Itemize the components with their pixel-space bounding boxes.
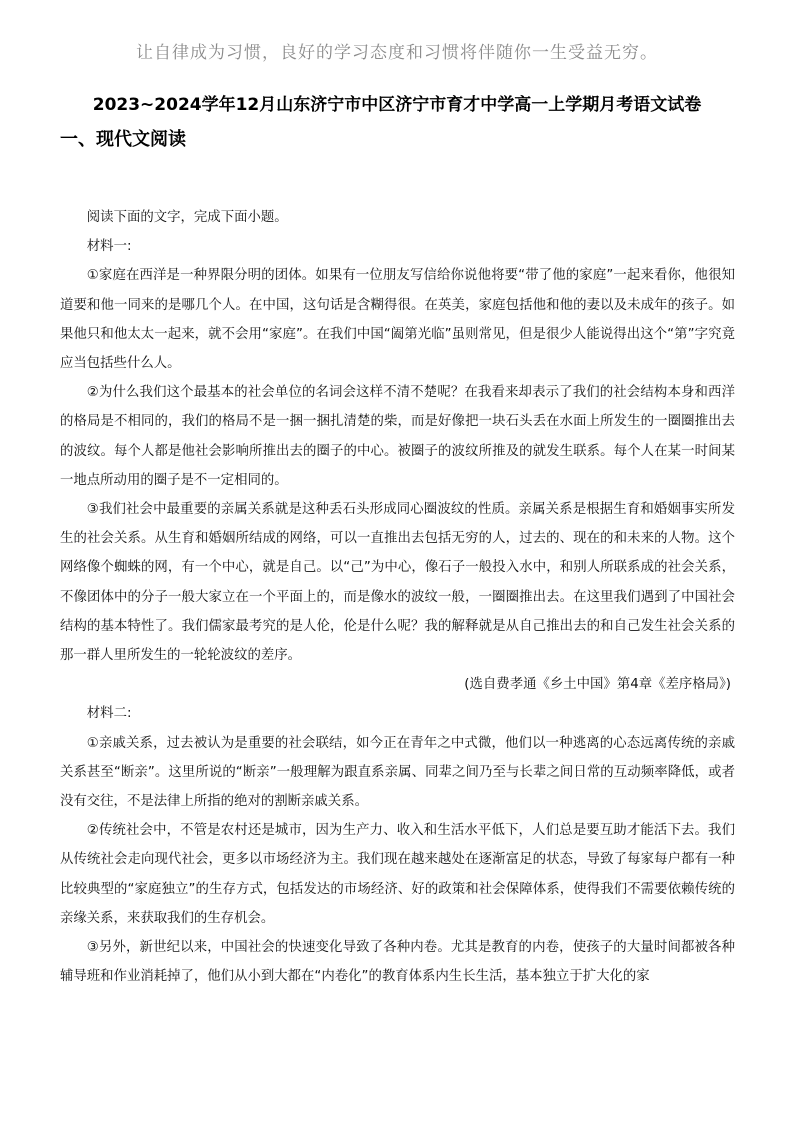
material-2-paragraph-1: ①亲戚关系，过去被认为是重要的社会联结，如今正在青年之中式微，他们以一种逃离的心态远离传统的亲戚关系甚至“断亲”。这里所说的“断亲”一般理解为跟直系亲属、同辈之间乃至与长辈之间日常的互动频率降低，或者没有交往，不是法律上所指的绝对的割断亲戚关系。 (60, 735, 735, 810)
material-1-source: (选自费孝通《乡土中国》第4章《差序格局》) (464, 677, 731, 693)
page-header-motto: 让自律成为习惯，良好的学习态度和习惯将伴随你一生受益无穷。 (136, 43, 658, 63)
document-title: 2023~2024学年12月山东济宁市中区济宁市育才中学高一上学期月考语文试卷 (92, 95, 702, 115)
material-1-paragraph-3: ③我们社会中最重要的亲属关系就是这种丢石头形成同心圈波纹的性质。亲属关系是根据生育和婚姻事实所发生的社会关系。从生育和婚姻所结成的网络，可以一直推出去包括无穷的人，过去的、现在的和未来的人物。这个网络像个蜘蛛的网，有一个中心，就是自己。以“己”为中心，像石子一般投入水中，和别人所联系成的社会关系，不像团体中的分子一般大家立在一个平面上的，而是像水的波纹一般，一圈圈推出去。在这里我们遇到了中国社会结构的基本特性了。我们儒家最考究的是人伦，伦是什么呢？我的解释就是从自己推出去的和自己发生社会关系的那一群人里所发生的一轮轮波纹的差序。 (60, 502, 735, 664)
material-2-paragraph-3: ③另外，新世纪以来，中国社会的快速变化导致了各种内卷。尤其是教育的内卷，使孩子的大量时间都被各种辅导班和作业消耗掉了，他们从小到大都在“内卷化”的教育体系内生长生活，基本独立于扩大化的家 (60, 940, 735, 985)
material-1-paragraph-1: ①家庭在西洋是一种界限分明的团体。如果有一位朋友写信给你说他将要“带了他的家庭”一起来看你，他很知道要和他一同来的是哪几个人。在中国，这句话是含糊得很。在英美，家庭包括他和他的妻以及未成年的孩子。如果他只和他太太一起来，就不会用“家庭”。在我们中国“阖第光临”虽则常见，但是很少人能说得出这个“第”字究竟应当包括些什么人。 (60, 268, 735, 372)
section-heading: 一、现代文阅读 (60, 129, 186, 150)
material-2-paragraph-2: ②传统社会中，不管是农村还是城市，因为生产力、收入和生活水平低下，人们总是要互助才能活下去。我们从传统社会走向现代社会，更多以市场经济为主。我们现在越来越处在逐渐富足的状态，导致了每家每户都有一种比较典型的“家庭独立”的生存方式，包括发达的市场经济、好的政策和社会保障体系，使得我们不需要依赖传统的亲缘关系，来获取我们的生存机会。 (60, 823, 735, 926)
material-1-paragraph-2: ②为什么我们这个最基本的社会单位的名词会这样不清不楚呢？在我看来却表示了我们的社会结构本身和西洋的格局是不相同的，我们的格局不是一捆一捆扎清楚的柴，而是好像把一块石头丢在水面上所发生的一圈圈推出去的波纹。每个人都是他社会影响所推出去的圈子的中心。被圈子的波纹所推及的就发生联系。每个人在某一时间某一地点所动用的圈子是不一定相同的。 (60, 385, 735, 488)
instruction-text: 阅读下面的文字，完成下面小题。 (86, 210, 288, 225)
reading-passage (60, 203, 735, 991)
material-2-label: 材料二: (86, 706, 132, 722)
material-1-label: 材料一: (86, 239, 132, 255)
